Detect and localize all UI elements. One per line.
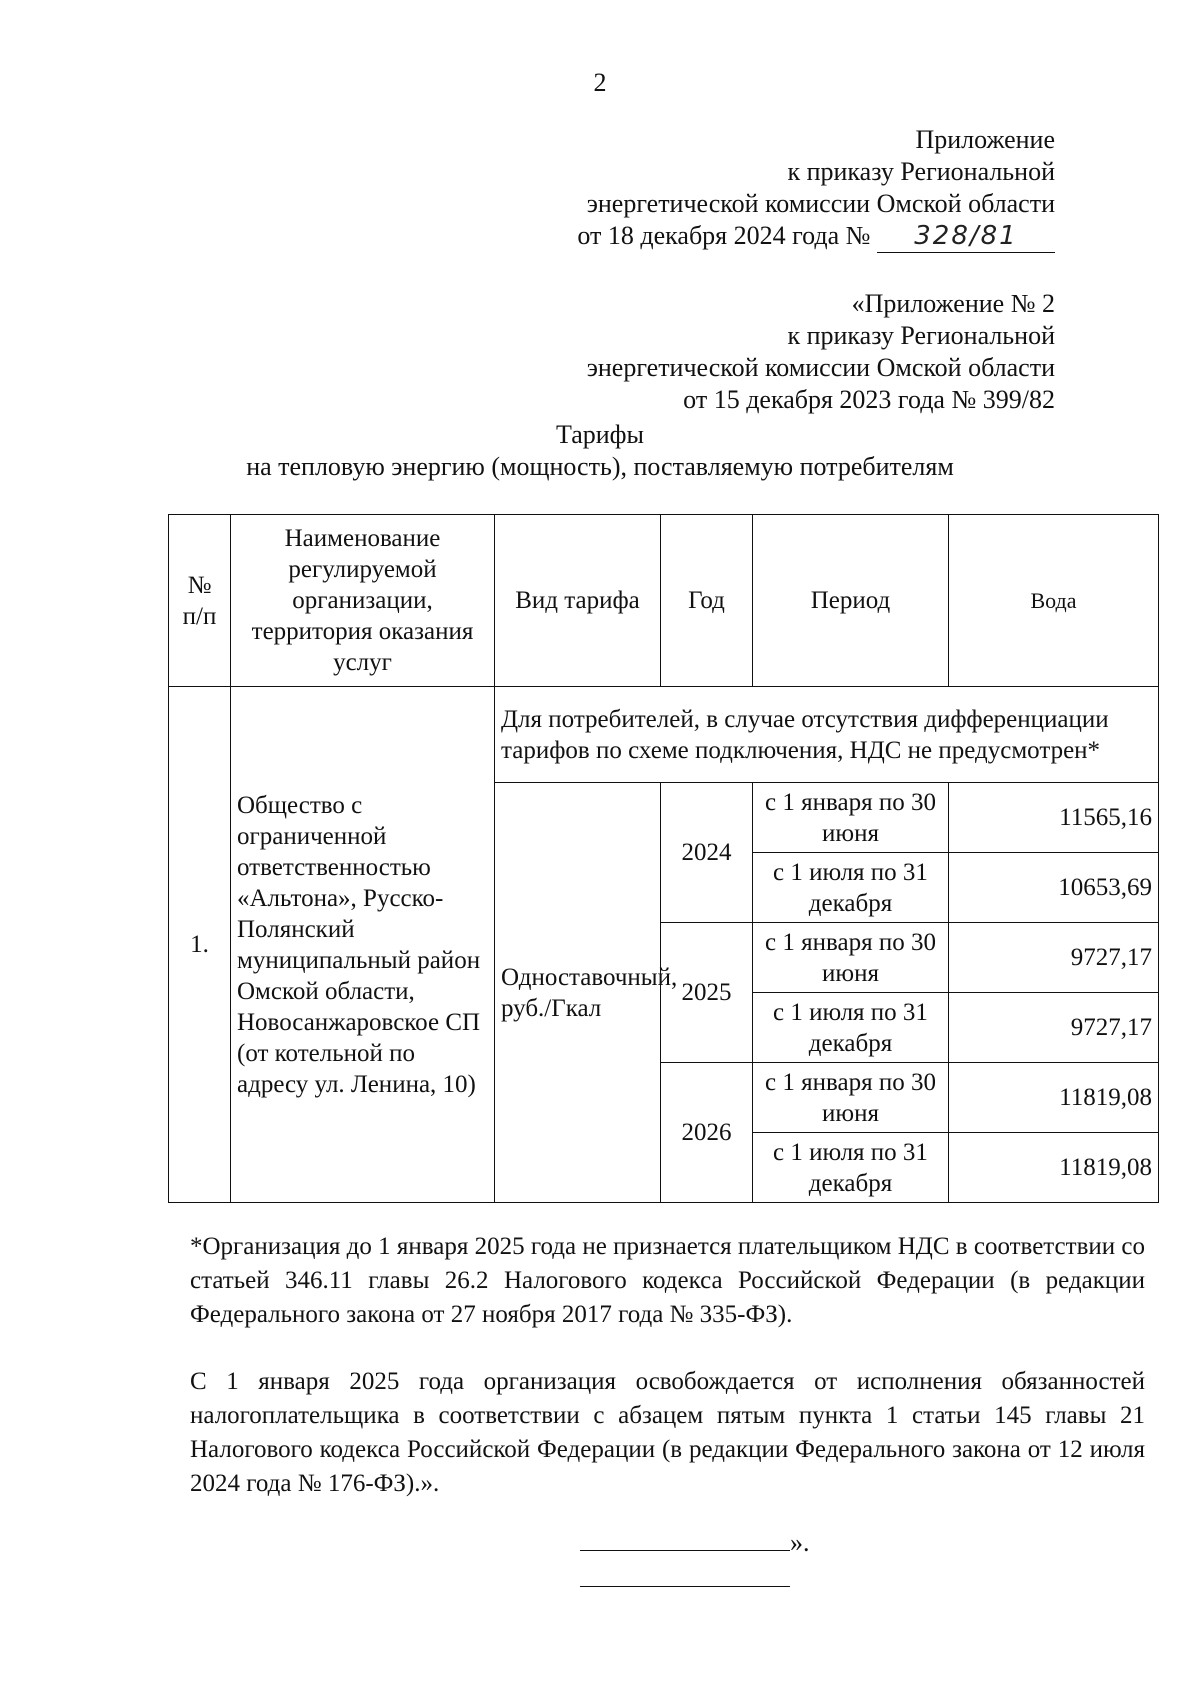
prior-appendix-line-2: энергетической комиссии Омской области	[586, 353, 1055, 382]
period-cell: с 1 июля по 31 декабря	[753, 853, 949, 923]
page-number: 2	[593, 68, 607, 97]
appendix-title: Приложение	[915, 125, 1055, 154]
header-organization: Наименование регулируемой организации, территория оказания услуг	[231, 515, 495, 687]
closing-underline	[580, 1524, 790, 1551]
table-header-row	[169, 515, 1159, 687]
year-cell: 2024	[661, 783, 753, 923]
document-subtitle: на тепловую энергию (мощность), поставляемую потребителям	[246, 452, 954, 481]
value-cell: 11819,08	[949, 1133, 1159, 1203]
value-cell: 11819,08	[949, 1063, 1159, 1133]
table-row	[169, 687, 1159, 783]
header-water: Вода	[949, 515, 1159, 687]
value-cell: 9727,17	[949, 923, 1159, 993]
prior-appendix-title: «Приложение № 2	[851, 289, 1055, 318]
year-cell: 2025	[661, 923, 753, 1063]
period-cell: с 1 июля по 31 декабря	[753, 1133, 949, 1203]
organization-cell: Общество с ограниченной ответственностью «Альтона», Русско-Полянский муниципальный район Омской области, Новосанжаровское СП (от котельной по адресу ул. Ленина, 10)	[231, 687, 495, 1203]
end-divider	[580, 1586, 790, 1587]
header-tariff-type: Вид тарифа	[495, 515, 661, 687]
value-cell: 9727,17	[949, 993, 1159, 1063]
appendix-date-line	[577, 220, 1055, 253]
footnote-vat: *Организация до 1 января 2025 года не признается плательщиком НДС в соответствии со статьей 346.11 главы 26.2 Налогового кодекса Российской Федерации (в редакции Федерального закона от 27 ноября 2017 года № 335-ФЗ).	[190, 1233, 1145, 1328]
period-cell: с 1 января по 30 июня	[753, 783, 949, 853]
appendix-line-2: энергетической комиссии Омской области	[586, 189, 1055, 218]
header-period: Период	[753, 515, 949, 687]
header-year: Год	[661, 515, 753, 687]
year-cell: 2026	[661, 1063, 753, 1203]
prior-appendix-line-1: к приказу Региональной	[787, 321, 1055, 350]
appendix-header	[577, 124, 1055, 253]
row-number: 1.	[169, 687, 231, 1203]
prior-appendix-line-3: от 15 декабря 2023 года № 399/82	[683, 385, 1055, 414]
value-cell: 10653,69	[949, 853, 1159, 923]
value-cell: 11565,16	[949, 783, 1159, 853]
period-cell: с 1 января по 30 июня	[753, 1063, 949, 1133]
appendix-date: от 18 декабря 2024 года №	[577, 221, 871, 250]
closing-line	[580, 1524, 810, 1558]
appendix-line-1: к приказу Региональной	[787, 157, 1055, 186]
prior-appendix-header	[587, 288, 1055, 416]
period-cell: с 1 января по 30 июня	[753, 923, 949, 993]
order-number-handwritten: 328/81	[877, 222, 1055, 253]
footnote-exemption: С 1 января 2025 года организация освобождается от исполнения обязанностей налогоплательщика в соответствии с абзацем пятым пункта 1 статьи 145 главы 21 Налогового кодекса Российской Федерации (в редакции Федерального закона от 12 июля 2024 года № 176-ФЗ).».	[190, 1368, 1145, 1497]
group-note: Для потребителей, в случае отсутствия дифференциации тарифов по схеме подключения, НДС не предусмотрен*	[495, 687, 1159, 783]
header-num: № п/п	[169, 515, 231, 687]
closing-mark: ».	[790, 1528, 810, 1557]
document-title: Тарифы	[555, 420, 644, 449]
tariff-type-cell: Одноставочный, руб./Гкал	[495, 783, 661, 1203]
tariff-table	[168, 514, 1159, 1203]
period-cell: с 1 июля по 31 декабря	[753, 993, 949, 1063]
